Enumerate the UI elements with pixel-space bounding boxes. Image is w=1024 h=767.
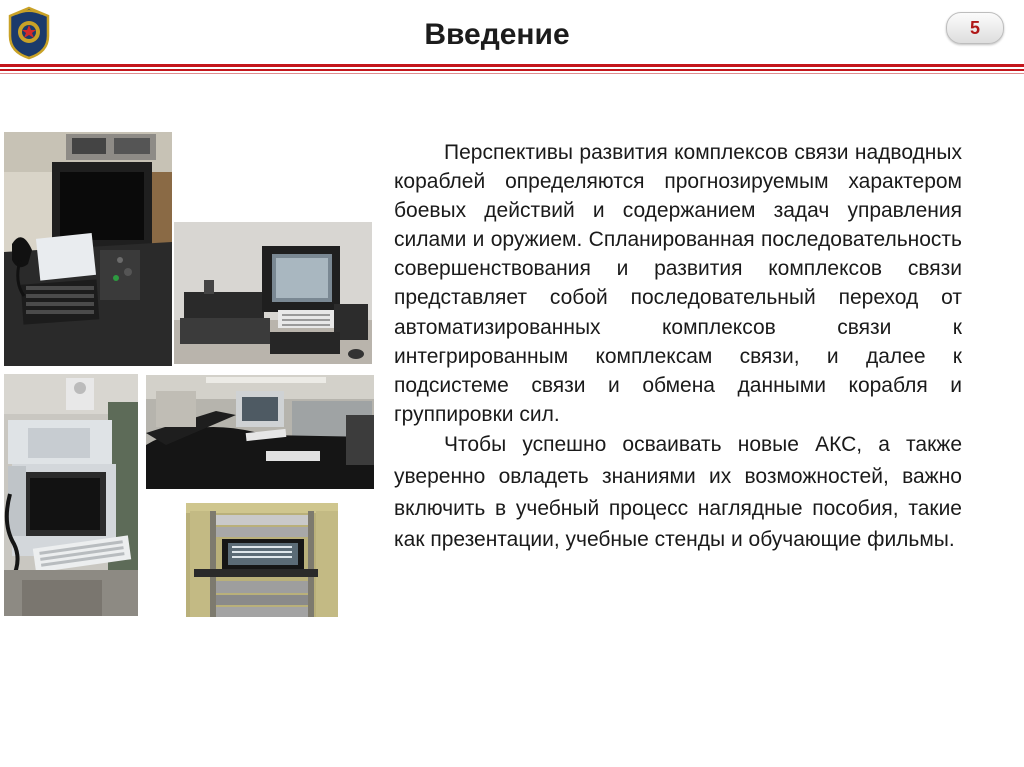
- slide-header: [0, 0, 1024, 76]
- photo-console-keyboard: [4, 132, 172, 366]
- body-text: [394, 138, 962, 556]
- photo-rugged-laptop: [174, 222, 372, 364]
- body-paragraph-1: Перспективы развития комплексов связи надводных кораблей определяются прогнозируемым характером боевых действий и содержанием задач управления силами и оружием. Спланированная последовательность совершенствования и развития комплексов связи представляет собой последовательный переход от автоматизированных комплексов связи к интегрированным комплексам связи, и далее к подсистеме связи и обмена данными корабля и группировки сил.: [394, 141, 962, 426]
- header-divider: [0, 73, 1024, 74]
- photo-terminal-workstation: [4, 374, 138, 616]
- header-divider: [0, 64, 1024, 67]
- photo-ship-control-room: [146, 375, 374, 489]
- photo-equipment-rack: [186, 503, 338, 617]
- page-number-badge: 5: [946, 12, 1004, 44]
- body-paragraph-2: Чтобы успешно осваивать новые АКС, а также уверенно овладеть знаниями их возможностей, важно включить в учебный процесс наглядные пособия, такие как презентации, учебные стенды и обучающие фильмы.: [394, 432, 962, 552]
- page-title: Введение: [424, 18, 570, 51]
- header-divider: [0, 69, 1024, 71]
